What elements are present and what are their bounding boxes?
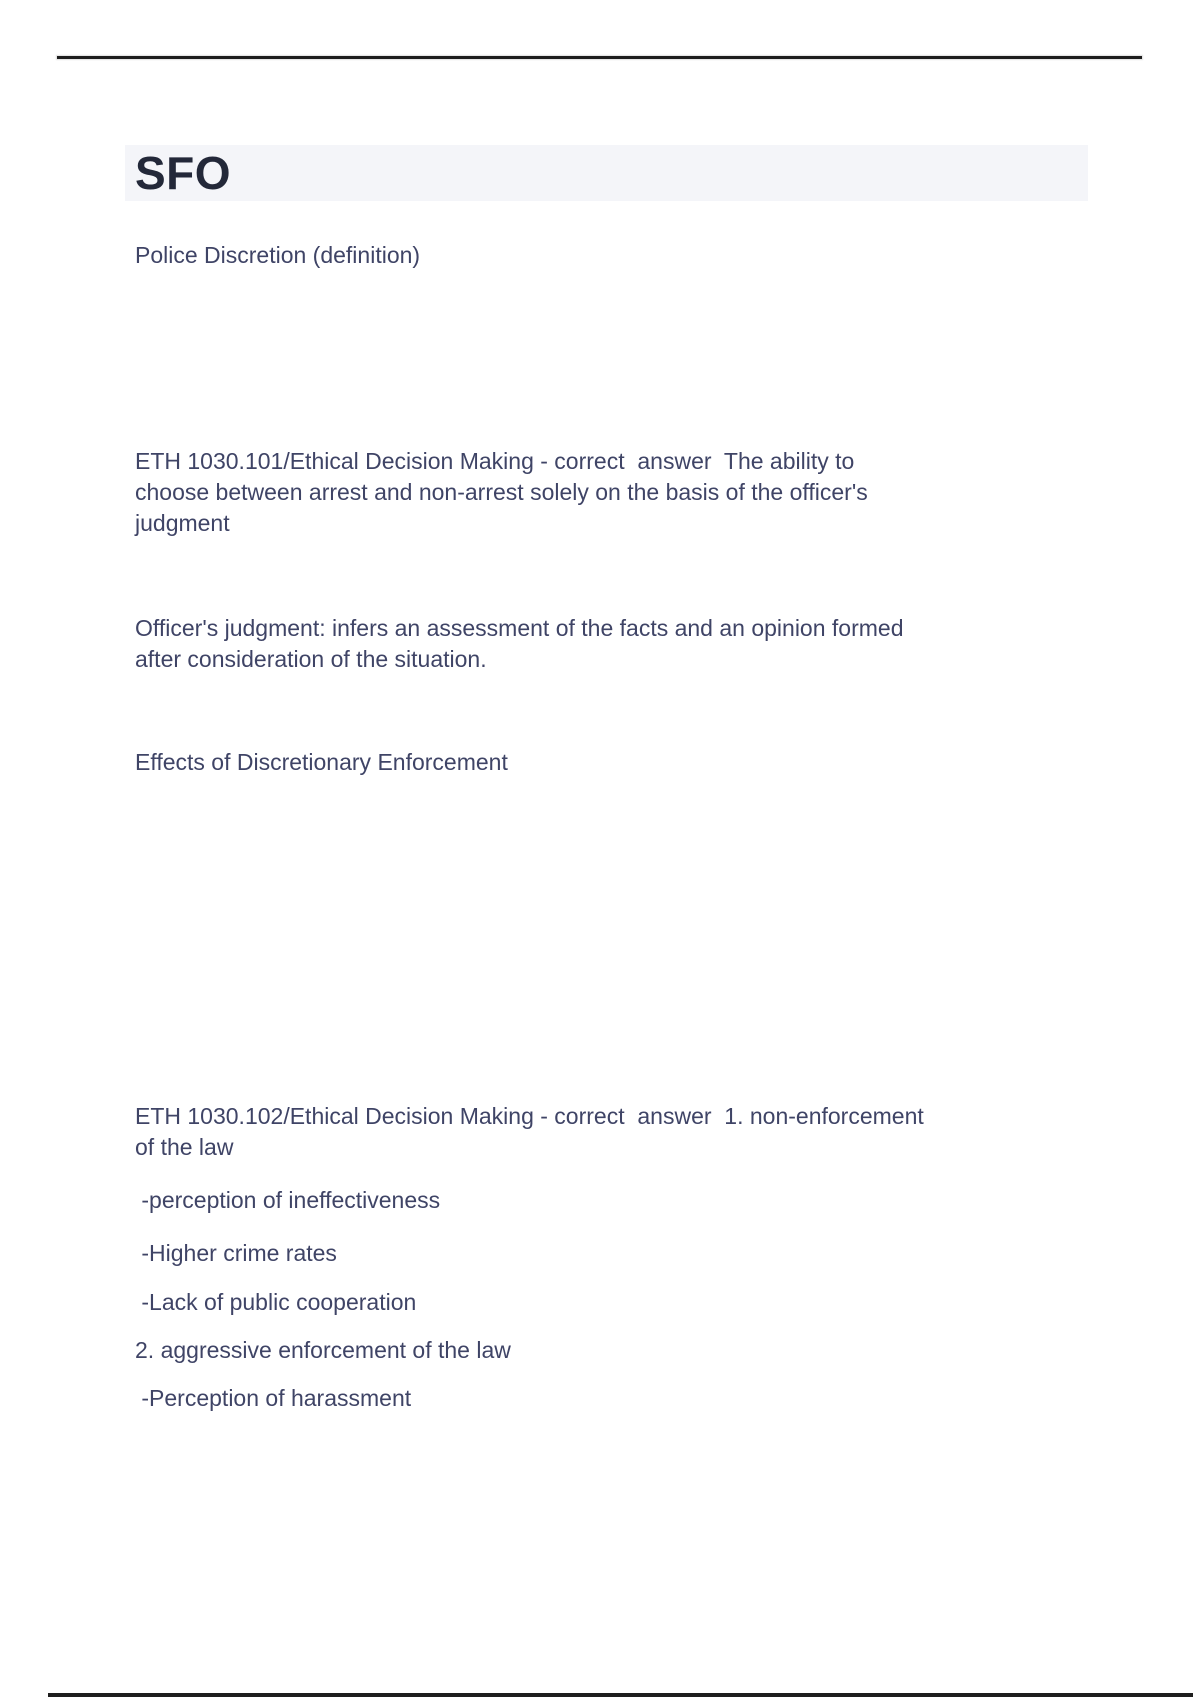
text-line: -Lack of public cooperation bbox=[135, 1289, 417, 1315]
list-item-lack-public-cooperation bbox=[135, 1287, 1085, 1318]
text-line: -perception of ineffectiveness bbox=[135, 1187, 441, 1213]
answer-eth-1030-101 bbox=[135, 446, 1085, 539]
term-effects-discretionary-enforcement bbox=[135, 747, 1085, 778]
text-line: ETH 1030.101/Ethical Decision Making - correct answer The ability to bbox=[135, 448, 855, 474]
page-top-divider bbox=[57, 56, 1142, 59]
list-item-aggressive-enforcement bbox=[135, 1335, 1085, 1366]
list-item-perception-ineffectiveness bbox=[135, 1185, 1085, 1216]
text-line: -Perception of harassment bbox=[135, 1385, 412, 1411]
text-line: Officer's judgment: infers an assessment of the facts and an opinion formed bbox=[135, 615, 904, 641]
note-officers-judgment bbox=[135, 613, 1085, 675]
text-line: Effects of Discretionary Enforcement bbox=[135, 749, 508, 775]
document-title-bar bbox=[125, 145, 1088, 201]
text-line: ETH 1030.102/Ethical Decision Making - correct answer 1. non-enforcement bbox=[135, 1103, 924, 1129]
text-line: 2. aggressive enforcement of the law bbox=[135, 1337, 511, 1363]
document-title: SFO bbox=[135, 147, 232, 199]
text-line: Police Discretion (definition) bbox=[135, 242, 421, 268]
text-line: -Higher crime rates bbox=[135, 1240, 337, 1266]
list-item-higher-crime-rates bbox=[135, 1238, 1085, 1269]
page-bottom-divider bbox=[48, 1693, 1193, 1697]
text-line: after consideration of the situation. bbox=[135, 646, 487, 672]
list-item-perception-harassment bbox=[135, 1383, 1085, 1414]
text-line: of the law bbox=[135, 1134, 234, 1160]
text-line: judgment bbox=[135, 510, 230, 536]
term-police-discretion bbox=[135, 240, 1085, 271]
answer-eth-1030-102 bbox=[135, 1101, 1085, 1163]
text-line: choose between arrest and non-arrest solely on the basis of the officer's bbox=[135, 479, 868, 505]
